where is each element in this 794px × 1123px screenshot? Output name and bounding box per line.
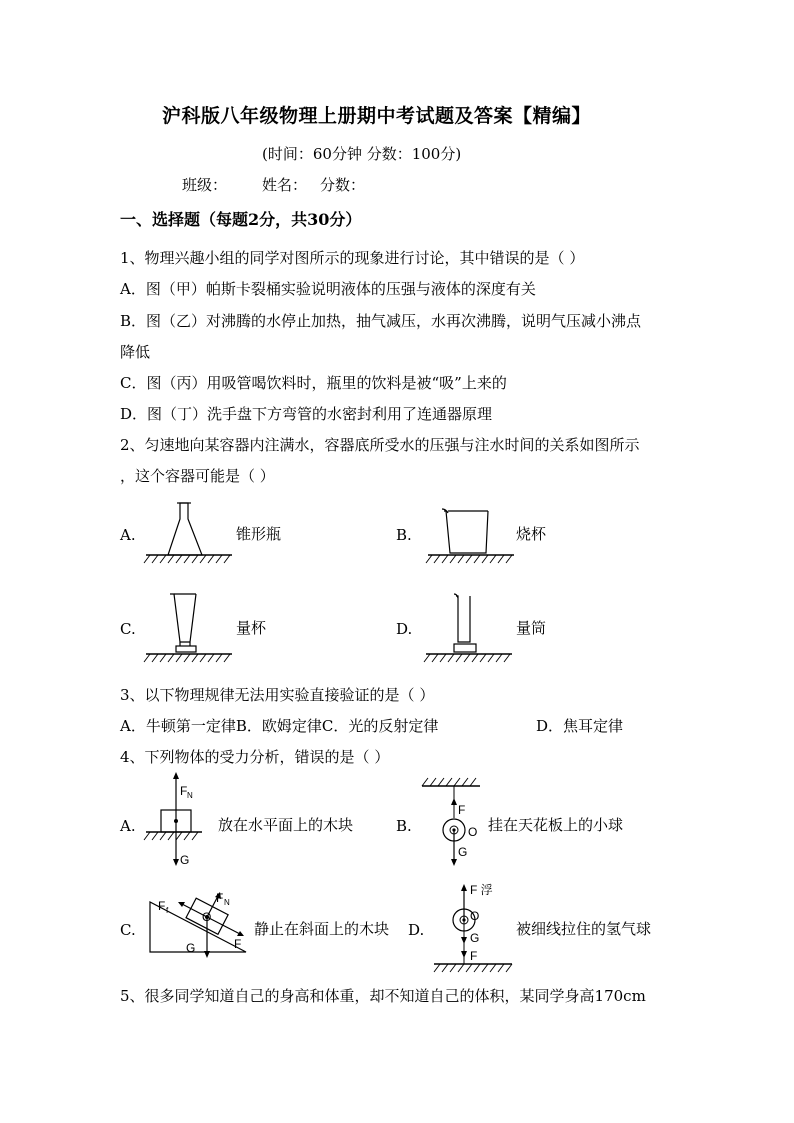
gravity-label: G [186,941,196,955]
q2-option-b-letter: B. [396,526,412,544]
gravity-label: G [180,853,190,867]
q4-option-a-letter: A. [120,817,136,835]
normal-force-label: F [180,784,188,798]
force-f-label: F [234,937,242,951]
center-o-label: O [202,910,212,924]
q4-stem: 4、下列物体的受力分析，错误的是（ ） [120,748,390,766]
q2-stem: 2、匀速地向某容器内注满水，容器底所受水的压强与注水时间的关系如图所示 [120,436,640,454]
buoyancy-label: F 浮 [470,883,493,897]
normal-force-subscript: N [187,791,193,800]
q1-option-c: C．图（丙）用吸管喝饮料时，瓶里的饮料是被“吸”上来的 [120,374,507,392]
score-label: 分数： [320,176,366,194]
q3-options: A．牛顿第一定律B．欧姆定律C．光的反射定律 [120,717,439,735]
q2-option-c-letter: C. [120,620,136,638]
q1-option-b-cont: 降低 [120,343,151,361]
q1-option-a: A．图（甲）帕斯卡裂桶实验说明液体的压强与液体的深度有关 [120,280,536,298]
tension-label: F [458,803,466,817]
gravity-label: G [470,931,480,945]
tethered-balloon-figure [430,880,520,972]
q2-option-c-name: 量杯 [236,619,267,637]
q4-option-b-text: 挂在天花板上的小球 [488,816,624,834]
block-on-incline-figure [146,888,266,968]
gravity-label: G [458,845,468,859]
q1-option-b: B．图（乙）对沸腾的水停止加热，抽气减压，水再次沸腾，说明气压减小沸点 [120,312,642,330]
q1-option-d: D．图（丁）洗手盘下方弯管的水密封利用了连通器原理 [120,405,493,423]
class-label: 班级： [182,176,228,194]
friction-subscript: f [166,906,169,915]
q2-stem-cont: ，这个容器可能是（ ） [120,467,275,485]
graduated-cylinder-figure [420,590,520,666]
conical-flask-figure [140,497,240,569]
q4-option-c-letter: C. [120,921,136,939]
hanging-ball-figure [420,778,500,874]
q3-option-d: D．焦耳定律 [536,717,624,735]
q4-option-c-text: 静止在斜面上的木块 [254,920,390,938]
center-o-label: O [470,909,480,923]
q3-stem: 3、以下物理规律无法用实验直接验证的是（ ） [120,686,435,704]
q5-stem: 5、很多同学知道自己的身高和体重，却不知道自己的体积，某同学身高170cm [120,987,646,1005]
page-title: 沪科版八年级物理上册期中考试题及答案【精编】 [162,105,592,127]
measuring-cup-figure [140,590,240,666]
q4-option-a-text: 放在水平面上的木块 [218,816,354,834]
block-on-floor-figure [140,770,220,870]
q4-option-b-letter: B. [396,817,412,835]
q2-option-a-letter: A. [120,526,136,544]
normal-force-subscript: N [224,898,230,907]
q2-option-b-name: 烧杯 [516,525,547,543]
q2-option-d-letter: D. [396,620,413,638]
beaker-figure [420,497,520,569]
q2-option-d-name: 量筒 [516,619,547,637]
q2-option-a-name: 锥形瓶 [236,525,282,543]
tension-label: F [470,949,478,963]
q4-option-d-letter: D. [408,921,425,939]
q1-stem: 1、物理兴趣小组的同学对图所示的现象进行讨论，其中错误的是（ ） [120,249,585,267]
exam-meta: (时间：60分钟 分数：100分) [262,145,462,163]
friction-label: F [158,899,166,913]
center-o-label: O [468,825,478,839]
q4-option-d-text: 被细线拉住的氢气球 [516,920,652,938]
name-label: 姓名： [262,176,308,194]
section-heading: 一、选择题（每题2分，共30分） [120,210,362,229]
normal-force-label: F [216,891,224,905]
